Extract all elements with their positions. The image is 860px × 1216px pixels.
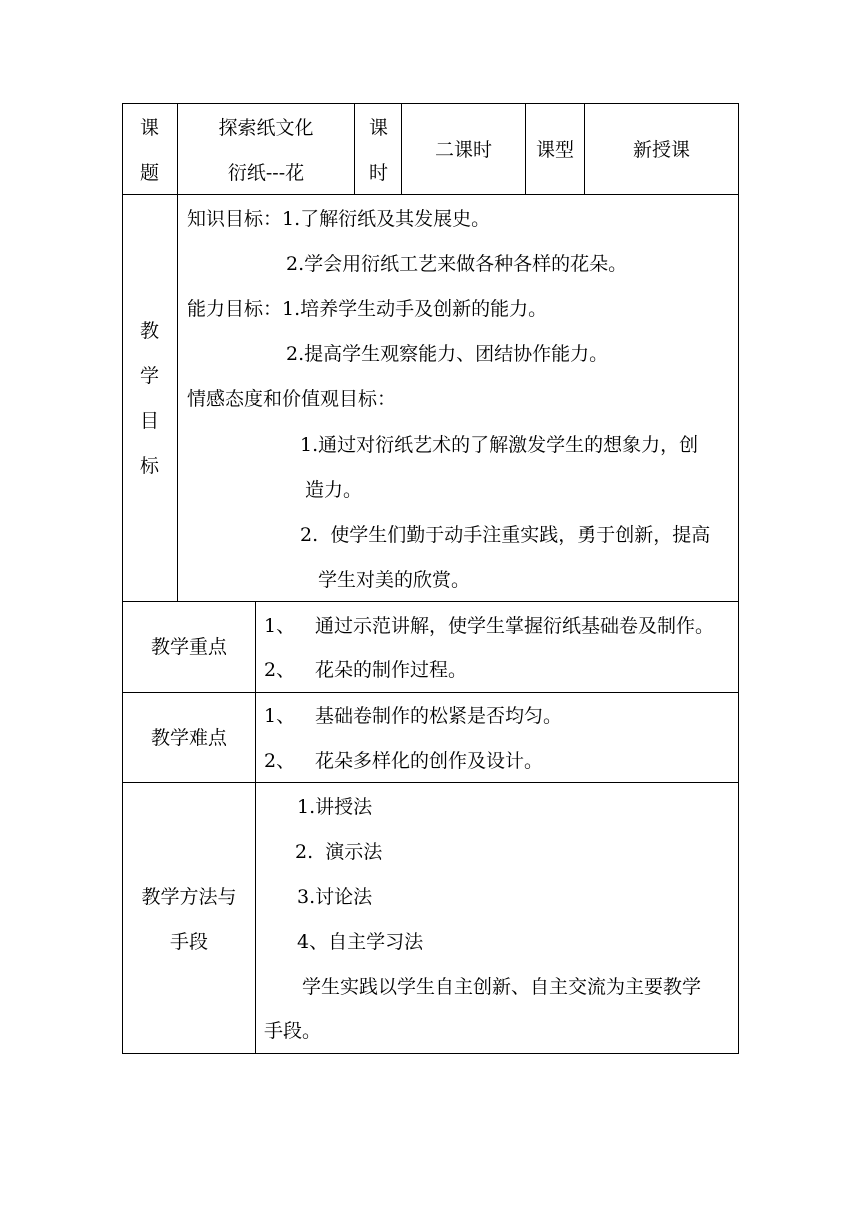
objective-line: 能力目标：1.培养学生动手及创新的能力。 — [187, 298, 548, 320]
objectives-label: 标 — [140, 455, 160, 477]
objective-line: 造力。 — [305, 479, 363, 501]
method-item: 1.讲授法 — [297, 796, 373, 818]
objective-line: 2. 使学生们勤于动手注重实践，勇于创新，提高 — [300, 524, 711, 546]
table-border-top — [122, 103, 739, 104]
hours-label: 课 — [369, 117, 389, 139]
methods-label: 教学方法与 — [141, 886, 237, 908]
objective-line: 2.提高学生观察能力、团结协作能力。 — [286, 343, 609, 365]
method-item: 3.讨论法 — [297, 886, 373, 908]
difficulty-number: 1、 — [264, 705, 296, 727]
objective-line: 1.通过对衍纸艺术的了解激发学生的想象力，创 — [300, 434, 699, 456]
type-value: 新授课 — [632, 139, 690, 161]
key-point-text: 通过示范讲解，使学生掌握衍纸基础卷及制作。 — [315, 615, 715, 637]
hours-label: 时 — [369, 162, 389, 184]
row-divider-difficulties — [122, 782, 739, 783]
lower-col-divider — [255, 601, 256, 1053]
method-item: 2. 演示法 — [295, 841, 383, 863]
topic-value: 衍纸---花 — [227, 162, 305, 184]
objectives-col-divider — [177, 194, 178, 601]
hours-value: 二课时 — [434, 139, 492, 161]
table-border-bottom — [122, 1053, 739, 1054]
table-border-right — [738, 103, 739, 1054]
type-label: 课型 — [535, 139, 574, 161]
difficulties-label: 教学难点 — [150, 727, 227, 749]
row-divider-header — [122, 194, 739, 195]
objectives-label: 学 — [140, 365, 160, 387]
key-point-number: 1、 — [264, 615, 296, 637]
table-border-left — [122, 103, 123, 1054]
key-point-number: 2、 — [264, 659, 296, 681]
header-col-divider — [354, 103, 355, 194]
objectives-label: 教 — [140, 320, 160, 342]
key-points-label: 教学重点 — [150, 636, 227, 658]
method-item: 4、自主学习法 — [297, 931, 424, 953]
methods-label: 手段 — [169, 931, 208, 953]
row-divider-keypoints — [122, 692, 739, 693]
objective-line: 学生对美的欣赏。 — [318, 569, 471, 591]
topic-label: 题 — [140, 162, 160, 184]
difficulty-text: 基础卷制作的松紧是否均匀。 — [315, 705, 563, 727]
topic-label: 课 — [140, 117, 160, 139]
method-summary: 学生实践以学生自主创新、自主交流为主要教学 — [302, 976, 702, 998]
method-summary: 手段。 — [264, 1020, 322, 1042]
objectives-label: 目 — [140, 410, 160, 432]
key-point-text: 花朵的制作过程。 — [315, 659, 468, 681]
row-divider-objectives — [122, 601, 739, 602]
objective-line: 2.学会用衍纸工艺来做各种各样的花朵。 — [286, 253, 628, 275]
objective-line: 知识目标：1.了解衍纸及其发展史。 — [187, 208, 491, 230]
objective-line: 情感态度和价值观目标： — [187, 388, 397, 410]
difficulty-number: 2、 — [264, 750, 296, 772]
topic-value: 探索纸文化 — [218, 117, 314, 139]
difficulty-text: 花朵多样化的创作及设计。 — [315, 750, 544, 772]
